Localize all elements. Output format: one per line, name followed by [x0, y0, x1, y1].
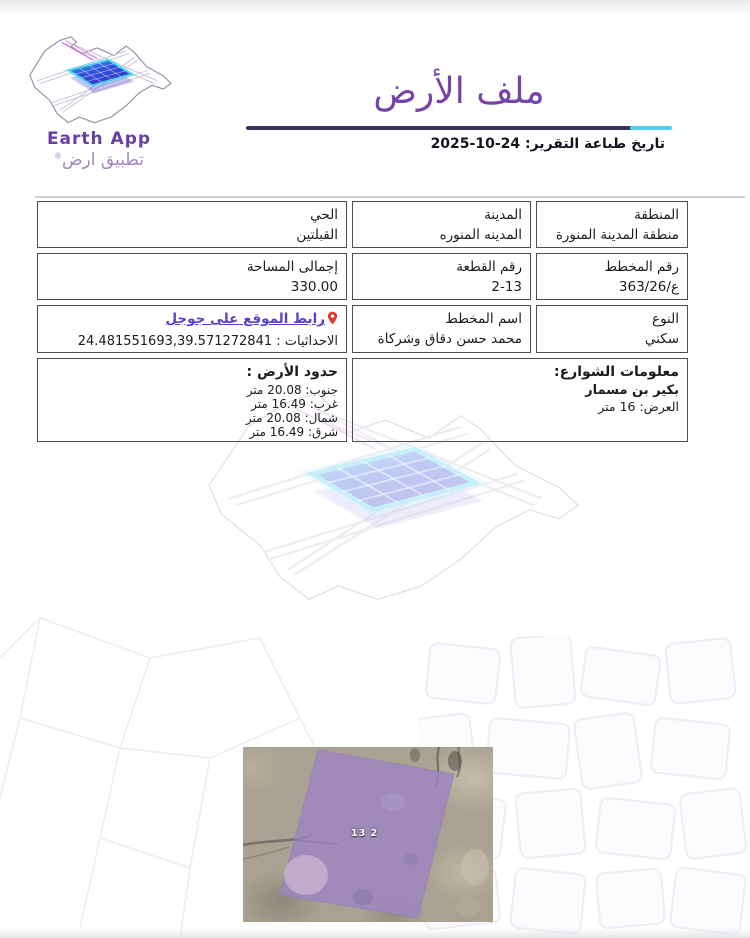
boundaries-title: حدود الأرض : — [246, 364, 338, 380]
parcel-number-value: 2-13 — [491, 279, 522, 296]
street-width: العرض: 16 متر — [598, 398, 679, 414]
district-label: الحي — [310, 207, 338, 223]
plan-name-label: اسم المخطط — [445, 311, 522, 327]
region-label: المنطقة — [634, 207, 679, 223]
coordinates-line: الاحداثيات : 24.481551693,39.571272841 — [77, 334, 338, 350]
streets-info-cell — [352, 358, 688, 442]
location-cell — [37, 305, 347, 353]
plan-number-value: 363/26/ع — [618, 279, 679, 296]
saudi-map-grid-icon — [15, 32, 183, 133]
google-maps-link[interactable]: رابط الموقع على جوجل — [165, 311, 325, 327]
plan-number-label: رقم المخطط — [604, 259, 679, 275]
satellite-map-image — [243, 747, 493, 922]
header-divider — [35, 196, 745, 198]
region-value: منطقة المدينة المنورة — [555, 227, 679, 244]
boundary-north: شمال: 20.08 متر — [245, 411, 338, 426]
title-underline — [246, 126, 672, 130]
street-name: بكير بن مسمار — [585, 383, 679, 398]
page-title: ملف الأرض — [373, 71, 545, 112]
boundary-east: شرق: 16.49 متر — [249, 425, 338, 440]
parcel-number-label: 13 2 — [351, 828, 379, 839]
land-info-table — [37, 201, 688, 442]
type-label: النوع — [652, 311, 679, 327]
title-underline-dark-segment — [246, 126, 632, 130]
total-area-cell — [37, 253, 347, 300]
boundary-south: جنوب: 20.08 متر — [246, 383, 338, 397]
earth-app-logo — [14, 32, 184, 170]
registered-trademark-symbol: ® — [53, 151, 62, 161]
map-pin-icon — [327, 311, 338, 331]
table-row — [37, 305, 688, 353]
title-underline-cyan-segment — [630, 126, 672, 130]
land-boundaries-cell — [37, 358, 347, 442]
brand-name-arabic: تطبيق ارض® — [53, 150, 144, 170]
city-value: المدينه المنوره — [439, 227, 522, 244]
district-cell — [37, 201, 347, 248]
type-value: سكني — [644, 331, 679, 348]
streets-info-title: معلومات الشوارع: — [553, 364, 679, 380]
parcel-number-cell — [352, 253, 531, 300]
region-cell — [536, 201, 688, 248]
total-area-label: إجمالى المساحة — [246, 259, 338, 275]
boundary-west: غرب: 16.49 متر — [251, 397, 338, 412]
report-print-date: تاريخ طباعة التقرير: 24-10-2025 — [430, 136, 665, 152]
plan-name-value: محمد حسن دقاق وشركاة — [377, 331, 522, 348]
plan-name-cell — [352, 305, 531, 353]
total-area-value: 330.00 — [290, 279, 338, 296]
parcel-number-label: رقم القطعة — [456, 259, 522, 275]
table-row — [37, 253, 688, 300]
table-row — [37, 358, 688, 442]
city-cell — [352, 201, 531, 248]
brand-name-english: Earth App — [46, 129, 152, 149]
city-label: المدينة — [484, 207, 522, 223]
district-value: القبلتين — [296, 227, 338, 244]
plan-number-cell — [536, 253, 688, 300]
google-link-line — [46, 309, 338, 331]
type-cell — [536, 305, 688, 353]
table-row — [37, 201, 688, 248]
